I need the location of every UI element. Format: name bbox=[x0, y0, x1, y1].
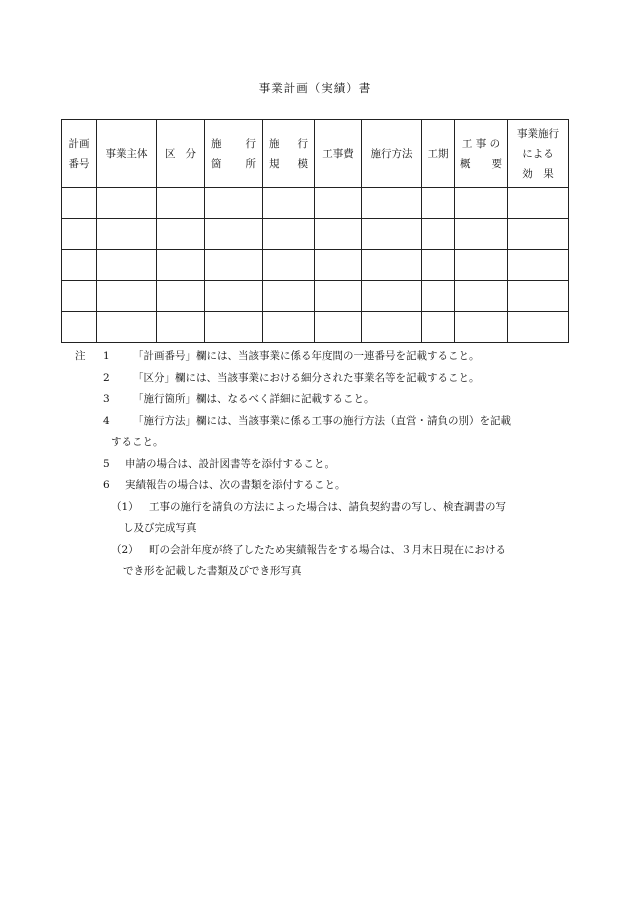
header-line: 事業施行 bbox=[517, 127, 559, 140]
note-number: 4 bbox=[103, 414, 110, 427]
note-sub-text: 町の会計年度が終了したため実績報告をする場合は、３月末日現在における bbox=[149, 543, 506, 556]
header-char: 規 bbox=[269, 157, 280, 170]
header-char: 行 bbox=[297, 137, 308, 150]
note-sub-number: （2） bbox=[111, 543, 139, 556]
note-text-continued: すること。 bbox=[111, 436, 164, 448]
note-text: 「施行箇所」欄は、なるべく詳細に記載すること。 bbox=[133, 393, 375, 405]
note-text: 申請の場合は、設計図書等を添付すること。 bbox=[125, 457, 335, 470]
note-text: 実績報告の場合は、次の書類を添付すること。 bbox=[125, 479, 346, 491]
header-line: 工 事 の bbox=[461, 137, 501, 150]
note-text: 「区分」欄には、当該事業における細分された事業名等を記載すること。 bbox=[133, 371, 480, 384]
table-row bbox=[62, 188, 569, 219]
header-line: 施行方法 bbox=[370, 147, 413, 160]
header-char: 施 bbox=[211, 137, 222, 150]
document-title: 事業計画（実績）書 bbox=[258, 81, 372, 95]
header-char: 箇 bbox=[211, 157, 222, 170]
header-construction-method bbox=[362, 120, 422, 188]
header-char: 行 bbox=[245, 137, 256, 150]
header-line: による bbox=[522, 147, 554, 160]
header-construction-site bbox=[205, 120, 263, 188]
note-sub-text-continued: し及び完成写真 bbox=[123, 522, 197, 534]
header-construction-cost bbox=[315, 120, 362, 188]
header-char: 分 bbox=[185, 147, 196, 160]
header-construction-period bbox=[422, 120, 455, 188]
header-char: 概 bbox=[460, 157, 471, 170]
note-item-4 bbox=[75, 411, 575, 454]
header-char: 模 bbox=[297, 157, 308, 170]
header-construction-scale bbox=[263, 120, 315, 188]
note-sub-number: （1） bbox=[111, 500, 139, 513]
note-item-3 bbox=[75, 389, 575, 411]
header-project-effect bbox=[508, 120, 569, 188]
header-line: 番号 bbox=[68, 157, 90, 170]
note-number: 6 bbox=[103, 479, 110, 491]
note-text: 「施行方法」欄には、当該事業に係る工事の施行方法（直営・請負の別）を記載 bbox=[133, 414, 511, 427]
note-item-6 bbox=[75, 475, 575, 497]
header-line: 計画 bbox=[68, 137, 90, 150]
note-item-1 bbox=[75, 346, 575, 368]
header-line: 工事費 bbox=[322, 147, 354, 160]
header-construction-summary bbox=[455, 120, 508, 188]
header-plan-number bbox=[62, 120, 97, 188]
note-item-2 bbox=[75, 368, 575, 390]
table-row bbox=[62, 219, 569, 250]
table-row bbox=[62, 312, 569, 343]
table-row bbox=[62, 250, 569, 281]
note-sub-item-2 bbox=[75, 540, 575, 583]
header-char: 区 bbox=[165, 147, 176, 160]
notes-heading: 注 bbox=[75, 350, 86, 362]
note-number: 5 bbox=[103, 457, 110, 470]
note-number: 2 bbox=[103, 371, 110, 384]
header-line: 事業主体 bbox=[105, 147, 148, 160]
note-item-5 bbox=[75, 454, 575, 476]
note-sub-text-continued: でき形を記載した書類及びでき形写真 bbox=[123, 565, 302, 577]
header-line: 工期 bbox=[427, 147, 449, 160]
header-operating-entity bbox=[97, 120, 157, 188]
header-char: 要 bbox=[491, 157, 502, 170]
header-char: 所 bbox=[245, 157, 256, 170]
plan-table bbox=[61, 119, 569, 343]
header-char: 施 bbox=[269, 137, 280, 150]
note-text: 「計画番号」欄には、当該事業に係る年度間の一連番号を記載すること。 bbox=[133, 350, 480, 362]
notes-section bbox=[75, 346, 575, 583]
note-sub-text: 工事の施行を請負の方法によった場合は、請負契約書の写し、検査調書の写 bbox=[149, 500, 506, 513]
header-line: 効 果 bbox=[522, 167, 554, 180]
note-number: 3 bbox=[103, 393, 110, 405]
note-sub-item-1 bbox=[75, 497, 575, 540]
header-classification bbox=[157, 120, 205, 188]
note-number: 1 bbox=[103, 350, 110, 362]
table-row bbox=[62, 281, 569, 312]
table-header-row bbox=[62, 120, 569, 188]
